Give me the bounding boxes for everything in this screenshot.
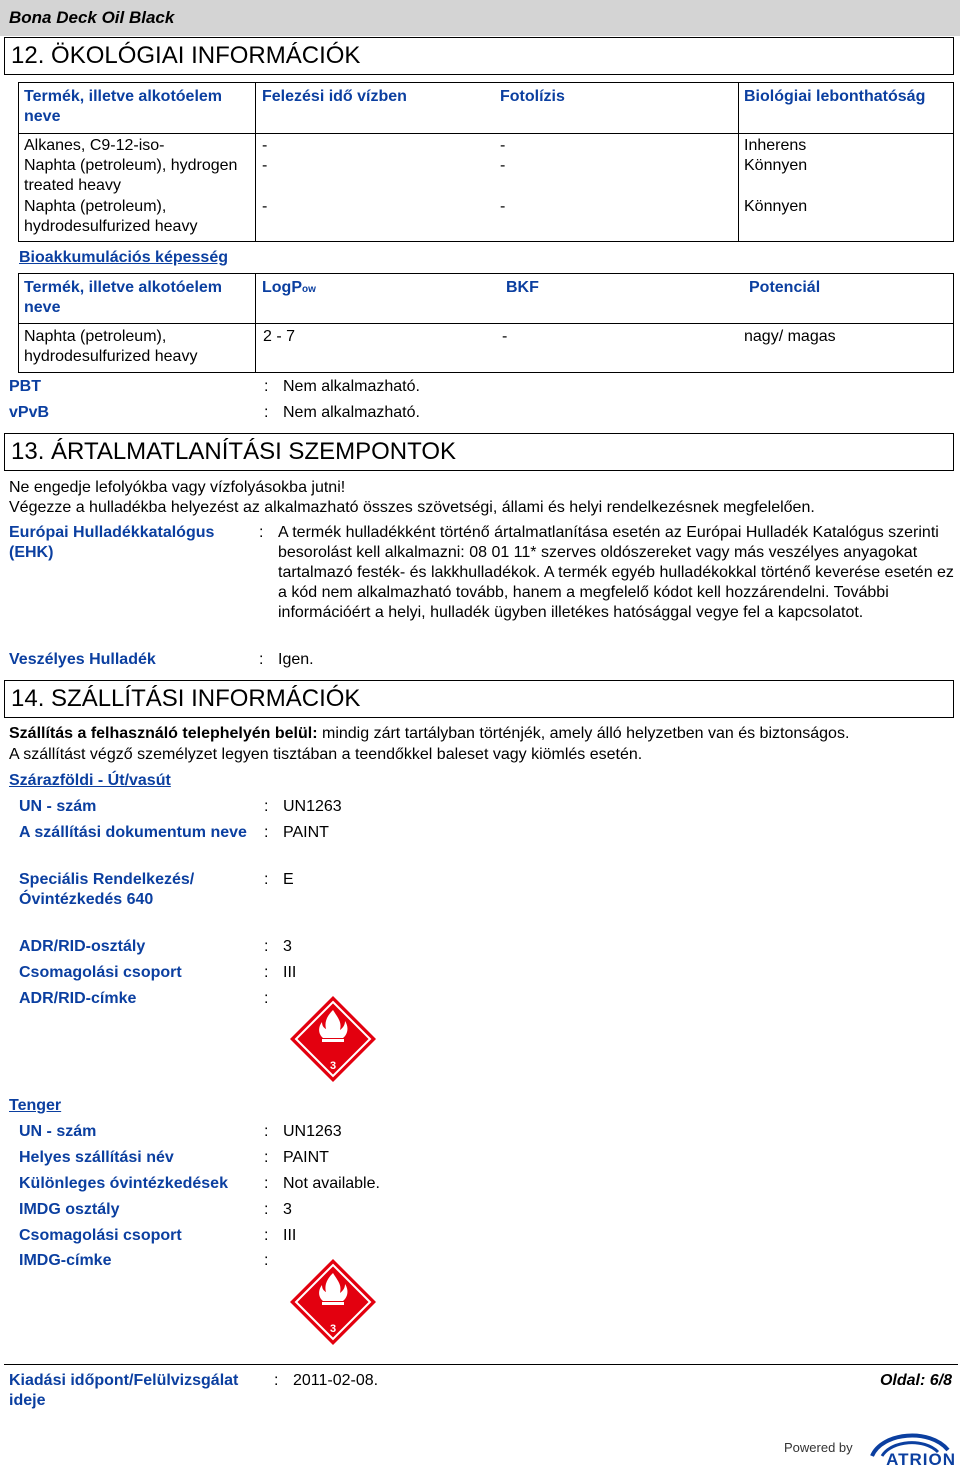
sea-class-value: 3: [283, 1201, 292, 1218]
land-special-value: E: [283, 871, 294, 888]
table-row-biodeg: Inherens: [744, 137, 807, 154]
table-row-biodeg: Könnyen: [744, 157, 808, 174]
table-divider: [18, 133, 954, 134]
land-docname-label: A szállítási dokumentum neve: [19, 824, 247, 841]
col-header-halflife: Felezési idő vízben: [262, 88, 407, 105]
transport-intro-2: A szállítást végző személyzet legyen tisztában a teendőkkel baleset vagy kiömlés esetén.: [9, 746, 643, 763]
colon: :: [264, 1252, 269, 1269]
col-header-potential: Potenciál: [749, 279, 821, 296]
table-row-photolysis: -: [500, 198, 506, 215]
disposal-line-1: Ne engedje lefolyókba vagy vízfolyásokba jutni!: [9, 479, 346, 496]
table-row-halflife: -: [262, 198, 268, 215]
hazardous-waste-label: Veszélyes Hulladék: [9, 651, 156, 668]
sea-precautions-label: Különleges óvintézkedések: [19, 1175, 228, 1192]
sea-transport-title: Tenger: [9, 1097, 62, 1114]
table-row-halflife: -: [262, 157, 268, 174]
table-row-biodeg: Könnyen: [744, 198, 808, 215]
colon: :: [264, 1175, 269, 1192]
section-12-header: [4, 37, 954, 75]
colon: :: [264, 1227, 269, 1244]
sea-un-value: UN1263: [283, 1123, 342, 1140]
land-special-label: Speciális Rendelkezés/Óvintézkedés 640: [19, 871, 195, 908]
pbt-label: PBT: [9, 378, 41, 395]
ehk-text: A termék hulladékként történő ártalmatlanítása esetén az Európai Hulladék Katalógus szerinti besorolást kell alkalmazni: 08 01 11* szerves oldószereket vagy más veszélyes anyagokat tartalmazó festék- és lakkhulladékok. A termék egyéb hulladékokkal történő keverése esetén ez a kód nem alkalmazható tovább, hanem a megfelelő kódot kell hozzárendelni. További információért a helyi, hulladék ügyben illetékes hatósággal vegye fel a kapcsolatot.: [278, 524, 954, 621]
section-13-header: [4, 433, 954, 471]
land-transport-title: Szárazföldi - Út/vasút: [9, 772, 171, 789]
table-row-potential: nagy/ magas: [744, 328, 836, 345]
table-col-divider: [738, 82, 739, 242]
colon: :: [264, 964, 269, 981]
section-14-title: 14. SZÁLLÍTÁSI INFORMÁCIÓK: [11, 685, 361, 712]
land-packing-label: Csomagolási csoport: [19, 964, 182, 981]
ehk-colon: :: [259, 524, 264, 541]
colon: :: [264, 1149, 269, 1166]
sea-un-label: UN - szám: [19, 1123, 97, 1140]
powered-by-text: Powered by: [784, 1440, 853, 1455]
footer-divider: [4, 1364, 958, 1365]
table-row-halflife: -: [262, 137, 268, 154]
transport-intro-bold: Szállítás a felhasználó telephelyén belül:: [9, 725, 318, 742]
hazardous-waste-value: Igen.: [278, 651, 314, 668]
footer-date-label: Kiadási időpont/Felülvizsgálat ideje: [9, 1372, 239, 1409]
logp-subscript: ow: [302, 284, 316, 295]
col-header-name: Termék, illetve alkotóelem neve: [24, 279, 223, 316]
table-row-photolysis: -: [500, 137, 506, 154]
logp-label: LogP: [262, 279, 302, 296]
transport-intro-rest: mindig zárt tartályban történjék, amely álló helyzetben van és biztonságos.: [317, 725, 850, 742]
table-row-name: Naphta (petroleum), hydrogen treated heavy: [24, 157, 238, 194]
table-col-divider: [255, 82, 256, 242]
colon: :: [264, 1123, 269, 1140]
colon: :: [264, 938, 269, 955]
vpvb-label: vPvB: [9, 404, 50, 421]
table-row-name: Naphta (petroleum), hydrodesulfurized heavy: [24, 198, 198, 235]
colon: :: [264, 824, 269, 841]
sea-shipping-name-value: PAINT: [283, 1149, 329, 1166]
sea-label-label: IMDG-címke: [19, 1252, 112, 1269]
colon: :: [264, 990, 269, 1007]
sea-packing-label: Csomagolási csoport: [19, 1227, 182, 1244]
atrion-logo-text: ATRION: [886, 1450, 956, 1469]
colon: :: [274, 1372, 279, 1389]
section-14-header: [4, 680, 954, 718]
sea-shipping-name-label: Helyes szállítási név: [19, 1149, 174, 1166]
table-row-name: Alkanes, C9-12-iso-: [24, 137, 165, 154]
flammable-hazard-diamond-icon: [288, 1257, 378, 1347]
table-row-logp: 2 - 7: [263, 328, 296, 345]
section-12-title: 12. ÖKOLÓGIAI INFORMÁCIÓK: [11, 42, 361, 69]
land-label-label: ADR/RID-címke: [19, 990, 137, 1007]
col-header-bkf: BKF: [506, 279, 539, 296]
col-header-photolysis: Fotolízis: [500, 88, 565, 105]
vpvb-value: Nem alkalmazható.: [283, 404, 420, 421]
land-class-label: ADR/RID-osztály: [19, 938, 146, 955]
colon: :: [264, 1201, 269, 1218]
land-class-value: 3: [283, 938, 292, 955]
pbt-value: Nem alkalmazható.: [283, 378, 420, 395]
table-divider: [18, 323, 954, 324]
land-un-label: UN - szám: [19, 798, 97, 815]
col-header-biodegradability: Biológiai lebonthatóság: [744, 88, 926, 105]
colon: :: [264, 871, 269, 888]
table-row-photolysis: -: [500, 157, 506, 174]
atrion-logo: [858, 1426, 956, 1470]
colon: :: [264, 798, 269, 815]
section-13-title: 13. ÁRTALMATLANÍTÁSI SZEMPONTOK: [11, 438, 456, 465]
hazard-class-number: 3: [329, 1060, 337, 1072]
col-header-logp: [262, 278, 316, 300]
ehk-label: Európai Hulladékkatalógus (EHK): [9, 524, 215, 561]
land-un-value: UN1263: [283, 798, 342, 815]
sea-class-label: IMDG osztály: [19, 1201, 120, 1218]
bioaccumulation-title: Bioakkumulációs képesség: [19, 249, 228, 266]
vpvb-colon: :: [264, 404, 269, 421]
document-title: Bona Deck Oil Black: [9, 8, 175, 27]
sea-packing-value: III: [283, 1227, 297, 1244]
transport-intro: [9, 724, 954, 744]
land-packing-value: III: [283, 964, 297, 981]
table-col-divider: [255, 273, 256, 373]
col-header-name: Termék, illetve alkotóelem neve: [24, 88, 223, 125]
pbt-colon: :: [264, 378, 269, 395]
table-row-name: Naphta (petroleum), hydrodesulfurized heavy: [24, 328, 198, 365]
hazard-class-number: 3: [329, 1323, 337, 1335]
sea-precautions-value: Not available.: [283, 1175, 380, 1192]
footer-date-value: 2011-02-08.: [293, 1372, 379, 1389]
hazardous-waste-colon: :: [259, 651, 264, 668]
flammable-hazard-diamond-icon: [288, 994, 378, 1084]
table-row-bkf: -: [502, 328, 508, 345]
disposal-line-2: Végezze a hulladékba helyezést az alkalmazható összes szövetségi, állami és helyi rendelkezésnek megfelelően.: [9, 499, 815, 516]
land-docname-value: PAINT: [283, 824, 329, 841]
page-number: Oldal: 6/8: [879, 1372, 952, 1389]
